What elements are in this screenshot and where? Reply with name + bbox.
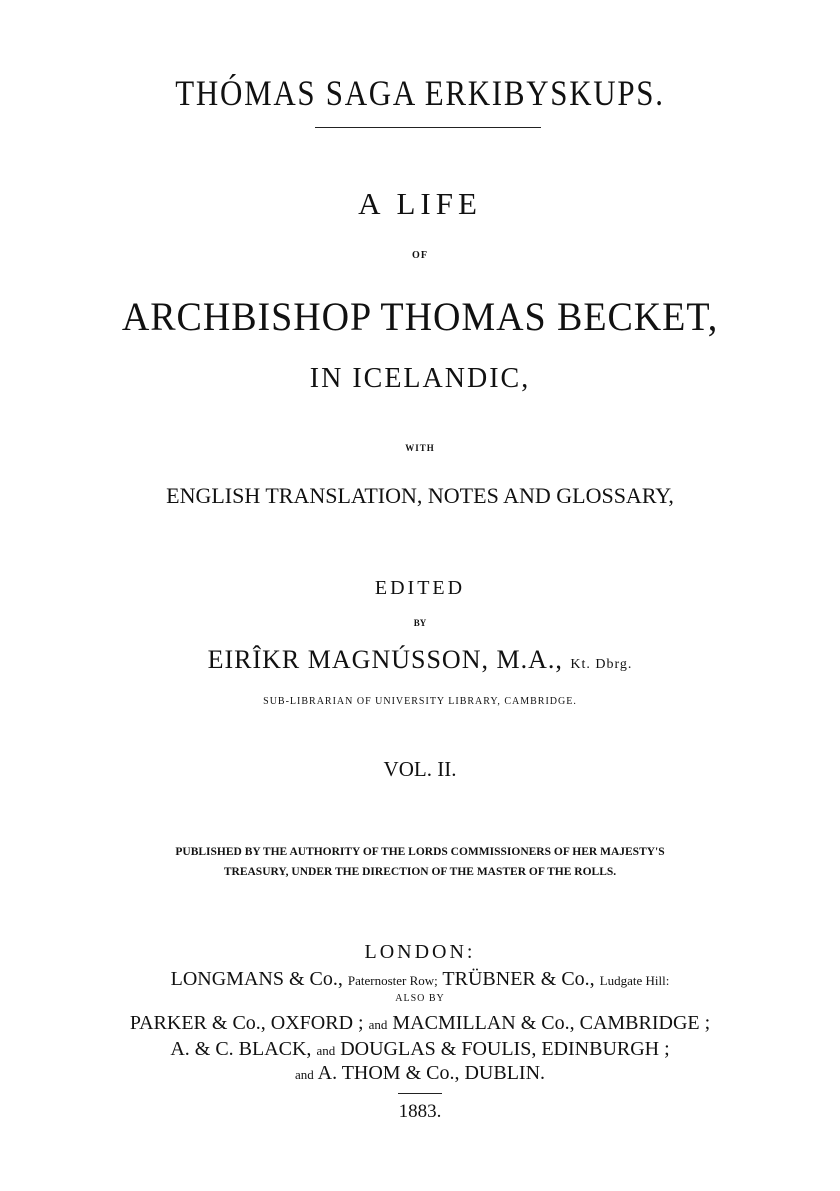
publisher-trubner-address: Ludgate Hill:: [599, 973, 670, 988]
title-rule: [315, 127, 541, 128]
of-connector: OF: [412, 250, 428, 261]
saga-title: THÓMAS SAGA ERKIBYSKUPS.: [175, 73, 665, 113]
editor-role: SUB-LIBRARIAN OF UNIVERSITY LIBRARY, CAMBRIDGE.: [263, 696, 577, 707]
editor-line: [0, 645, 840, 675]
publisher-line-4: [0, 1062, 840, 1085]
publisher-macmillan: MACMILLAN & Co., CAMBRIDGE ;: [392, 1012, 711, 1034]
publication-year: 1883.: [398, 1101, 442, 1122]
year-rule: [398, 1093, 442, 1094]
editor-honor: Kt. Dbrg.: [570, 657, 633, 672]
publisher-line-1: [0, 968, 840, 991]
publisher-line-3: [0, 1038, 840, 1061]
publication-authority-line-2: TREASURY, UNDER THE DIRECTION OF THE MASTER OF THE ROLLS.: [223, 866, 617, 878]
volume-label: VOL. II.: [383, 757, 457, 781]
additions-line: ENGLISH TRANSLATION, NOTES AND GLOSSARY,: [166, 483, 674, 508]
publisher-line-2: [0, 1012, 840, 1035]
by-connector: BY: [413, 618, 427, 628]
language-line: IN ICELANDIC,: [309, 363, 531, 394]
a-life-heading: A LIFE: [358, 186, 482, 221]
edited-label: EDITED: [374, 577, 466, 599]
also-by-label: ALSO BY: [395, 993, 445, 1004]
subject-title: ARCHBISHOP THOMAS BECKET,: [121, 294, 719, 339]
publisher-parker: PARKER & Co., OXFORD ;: [129, 1012, 364, 1034]
publisher-longmans: LONGMANS & Co.,: [170, 968, 343, 990]
and-connector: and: [294, 1067, 314, 1082]
publisher-douglas-foulis: DOUGLAS & FOULIS, EDINBURGH ;: [340, 1038, 670, 1060]
and-connector: and: [316, 1043, 336, 1058]
publisher-trubner: TRÜBNER & Co.,: [442, 968, 595, 990]
with-connector: WITH: [405, 443, 435, 453]
city-label: LONDON:: [364, 941, 476, 963]
and-connector: and: [368, 1017, 388, 1032]
publisher-thom: A. THOM & Co., DUBLIN.: [317, 1062, 546, 1084]
publication-authority-line-1: PUBLISHED BY THE AUTHORITY OF THE LORDS COMMISSIONERS OF HER MAJESTY'S: [175, 846, 665, 858]
editor-name: EIRÎKR MAGNÚSSON, M.A.,: [207, 645, 563, 674]
publisher-black: A. & C. BLACK,: [170, 1038, 312, 1060]
publisher-longmans-address: Paternoster Row;: [347, 973, 438, 988]
